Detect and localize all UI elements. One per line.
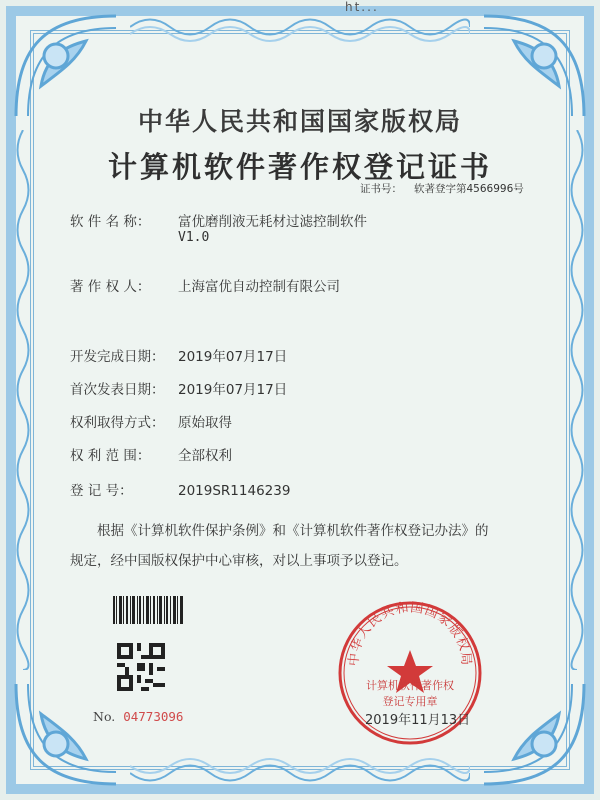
certificate-title: 计算机软件著作权登记证书 (107, 150, 492, 184)
corner-ornament (474, 674, 594, 794)
qr-code (117, 643, 165, 691)
pub-date-row (70, 378, 287, 398)
owner-label: 著 作 权 人： (70, 279, 151, 295)
scope-label: 权 利 范 围： (70, 448, 151, 464)
seal-text-line-2: 登记专用章 (382, 695, 438, 708)
statement-line-2: 规定，经中国版权保护中心审核，对以上事项予以登记。 (70, 553, 408, 569)
dev-date-value: 2019年07月17日 (178, 349, 288, 365)
scope-row (70, 444, 232, 464)
registration-value: 2019SR1146239 (178, 483, 291, 499)
pub-date-value: 2019年07月17日 (178, 382, 288, 398)
certificate-number-label: 证书号： (360, 183, 402, 195)
issuer-title: 中华人民共和国国家版权局 (137, 107, 462, 136)
handwritten-annotation: ht... (345, 0, 379, 14)
left-ornament (10, 130, 36, 670)
dev-date-label: 开发完成日期： (70, 349, 165, 365)
acquisition-value: 原始取得 (178, 415, 232, 431)
owner-value: 上海富优自动控制有限公司 (178, 279, 340, 295)
right-ornament (564, 130, 590, 670)
inner-border (30, 30, 570, 770)
acquisition-label: 权利取得方式： (70, 415, 165, 431)
seal-ring-text: 中华人民共和国国家版权局 (346, 600, 474, 667)
software-name-row (70, 210, 367, 230)
issue-date: 2019年11月13日 (365, 713, 471, 728)
software-version: V1.0 (178, 230, 210, 245)
seal-text-line-1: 计算机软件著作权 (366, 679, 454, 692)
pub-date-label: 首次发表日期： (70, 382, 165, 398)
barcode (113, 596, 183, 624)
software-name-value: 富优磨削液无耗材过滤控制软件 (178, 214, 367, 230)
scope-value: 全部权利 (178, 448, 232, 464)
serial-number (93, 709, 183, 724)
certificate-number (360, 181, 524, 196)
serial-value: 04773096 (123, 709, 184, 724)
owner-row (70, 275, 340, 295)
registration-row (70, 479, 290, 499)
dev-date-row (70, 345, 287, 365)
corner-ornament (6, 674, 126, 794)
registration-label: 登 记 号： (70, 483, 133, 499)
acquisition-row (70, 411, 232, 431)
statement-line-1: 根据《计算机软件保护条例》和《计算机软件著作权登记办法》的 (97, 523, 489, 539)
bottom-ornament (130, 756, 470, 790)
certificate-number-value: 软著登字第4566996号 (414, 183, 524, 195)
top-ornament (130, 10, 470, 44)
software-name-label: 软 件 名 称： (70, 214, 151, 230)
serial-label: No. (93, 709, 116, 724)
